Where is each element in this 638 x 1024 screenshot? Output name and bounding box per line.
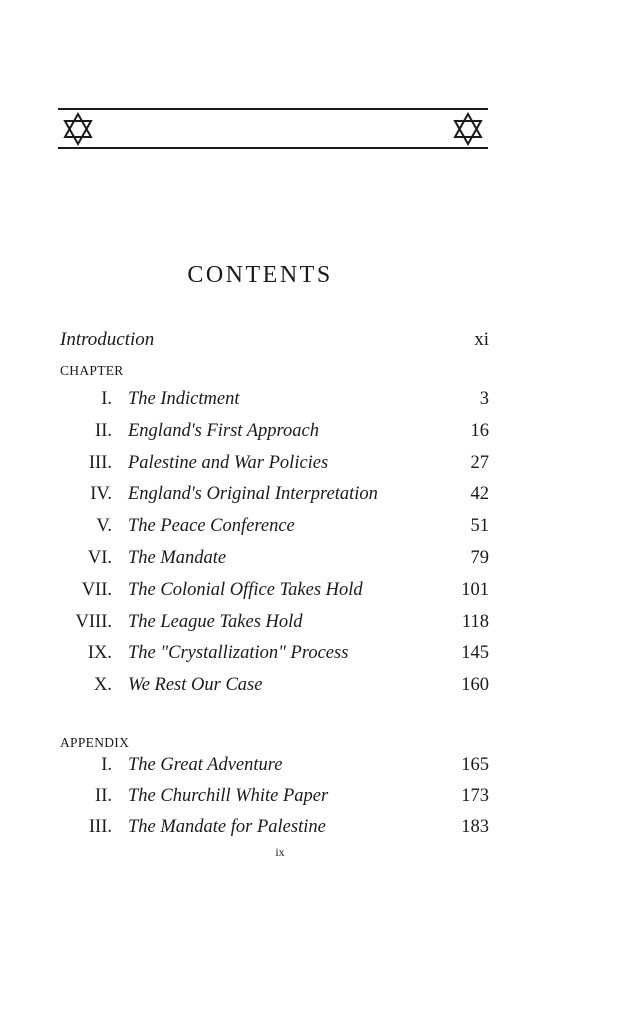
entry-number: VII.: [81, 579, 112, 600]
entry-page: 42: [470, 484, 489, 505]
entry-number: I.: [101, 755, 112, 775]
bottom-rule: [58, 147, 488, 149]
entry-page: 3: [479, 389, 489, 409]
appendix-entry: [0, 755, 638, 783]
entry-title: The Churchill White Paper: [128, 786, 329, 806]
entry-title: The Great Adventure: [128, 755, 283, 775]
chapter-entry: [0, 675, 638, 703]
page-title: CONTENTS: [187, 262, 333, 288]
entry-number: IV.: [90, 484, 112, 505]
star-of-david-icon: [60, 111, 96, 147]
chapter-label: CHAPTER: [60, 363, 124, 378]
entry-title: The Mandate for Palestine: [128, 817, 326, 837]
ornament-bar: [58, 103, 488, 155]
entry-number: I.: [101, 389, 112, 409]
entry-number: IX.: [87, 643, 112, 664]
entry-number: VIII.: [75, 611, 112, 632]
chapter-entry: [0, 580, 638, 608]
appendix-entry: [0, 817, 638, 845]
top-rule: [58, 108, 488, 110]
entry-page: 183: [461, 817, 489, 837]
entry-number: V.: [96, 516, 112, 537]
chapter-entry: [0, 421, 638, 449]
entry-number: VI.: [87, 548, 112, 568]
entry-number: II.: [95, 420, 112, 441]
entry-title: England's Original Interpretation: [128, 484, 378, 505]
entry-page: 160: [461, 675, 489, 696]
entry-title: The League Takes Hold: [128, 611, 303, 632]
chapter-entry: [0, 612, 638, 640]
entry-page: 101: [461, 579, 489, 600]
entry-title: The Indictment: [128, 389, 240, 409]
entry-page: 79: [470, 548, 489, 568]
entry-page: 165: [461, 755, 489, 775]
entry-title: The Mandate: [128, 548, 227, 568]
entry-title: The Peace Conference: [128, 516, 295, 537]
entry-title: England's First Approach: [128, 420, 320, 441]
introduction-page: xi: [474, 329, 489, 350]
entry-title: Palestine and War Policies: [128, 452, 329, 473]
entry-title: We Rest Our Case: [128, 675, 263, 696]
entry-number: III.: [88, 452, 112, 473]
entry-title: The "Crystallization" Process: [128, 643, 349, 664]
star-of-david-icon: [450, 111, 486, 147]
entry-page: 173: [461, 786, 489, 806]
entry-number: III.: [88, 817, 112, 837]
entry-number: II.: [95, 786, 112, 806]
entry-page: 16: [470, 420, 489, 441]
entry-number: X.: [94, 675, 112, 696]
chapter-entry: [0, 548, 638, 576]
appendix-label: APPENDIX: [60, 735, 130, 750]
entry-page: 51: [470, 516, 489, 537]
page-number: ix: [275, 845, 285, 859]
entry-page: 145: [461, 643, 489, 664]
appendix-entry: [0, 786, 638, 814]
introduction-title: Introduction: [60, 329, 155, 350]
chapter-entry: [0, 389, 638, 417]
entry-page: 118: [461, 611, 489, 632]
entry-title: The Colonial Office Takes Hold: [128, 579, 363, 600]
entry-page: 27: [470, 452, 489, 473]
chapter-entry: [0, 484, 638, 512]
chapter-entry: [0, 516, 638, 544]
chapter-entry: [0, 453, 638, 481]
chapter-entry: [0, 643, 638, 671]
